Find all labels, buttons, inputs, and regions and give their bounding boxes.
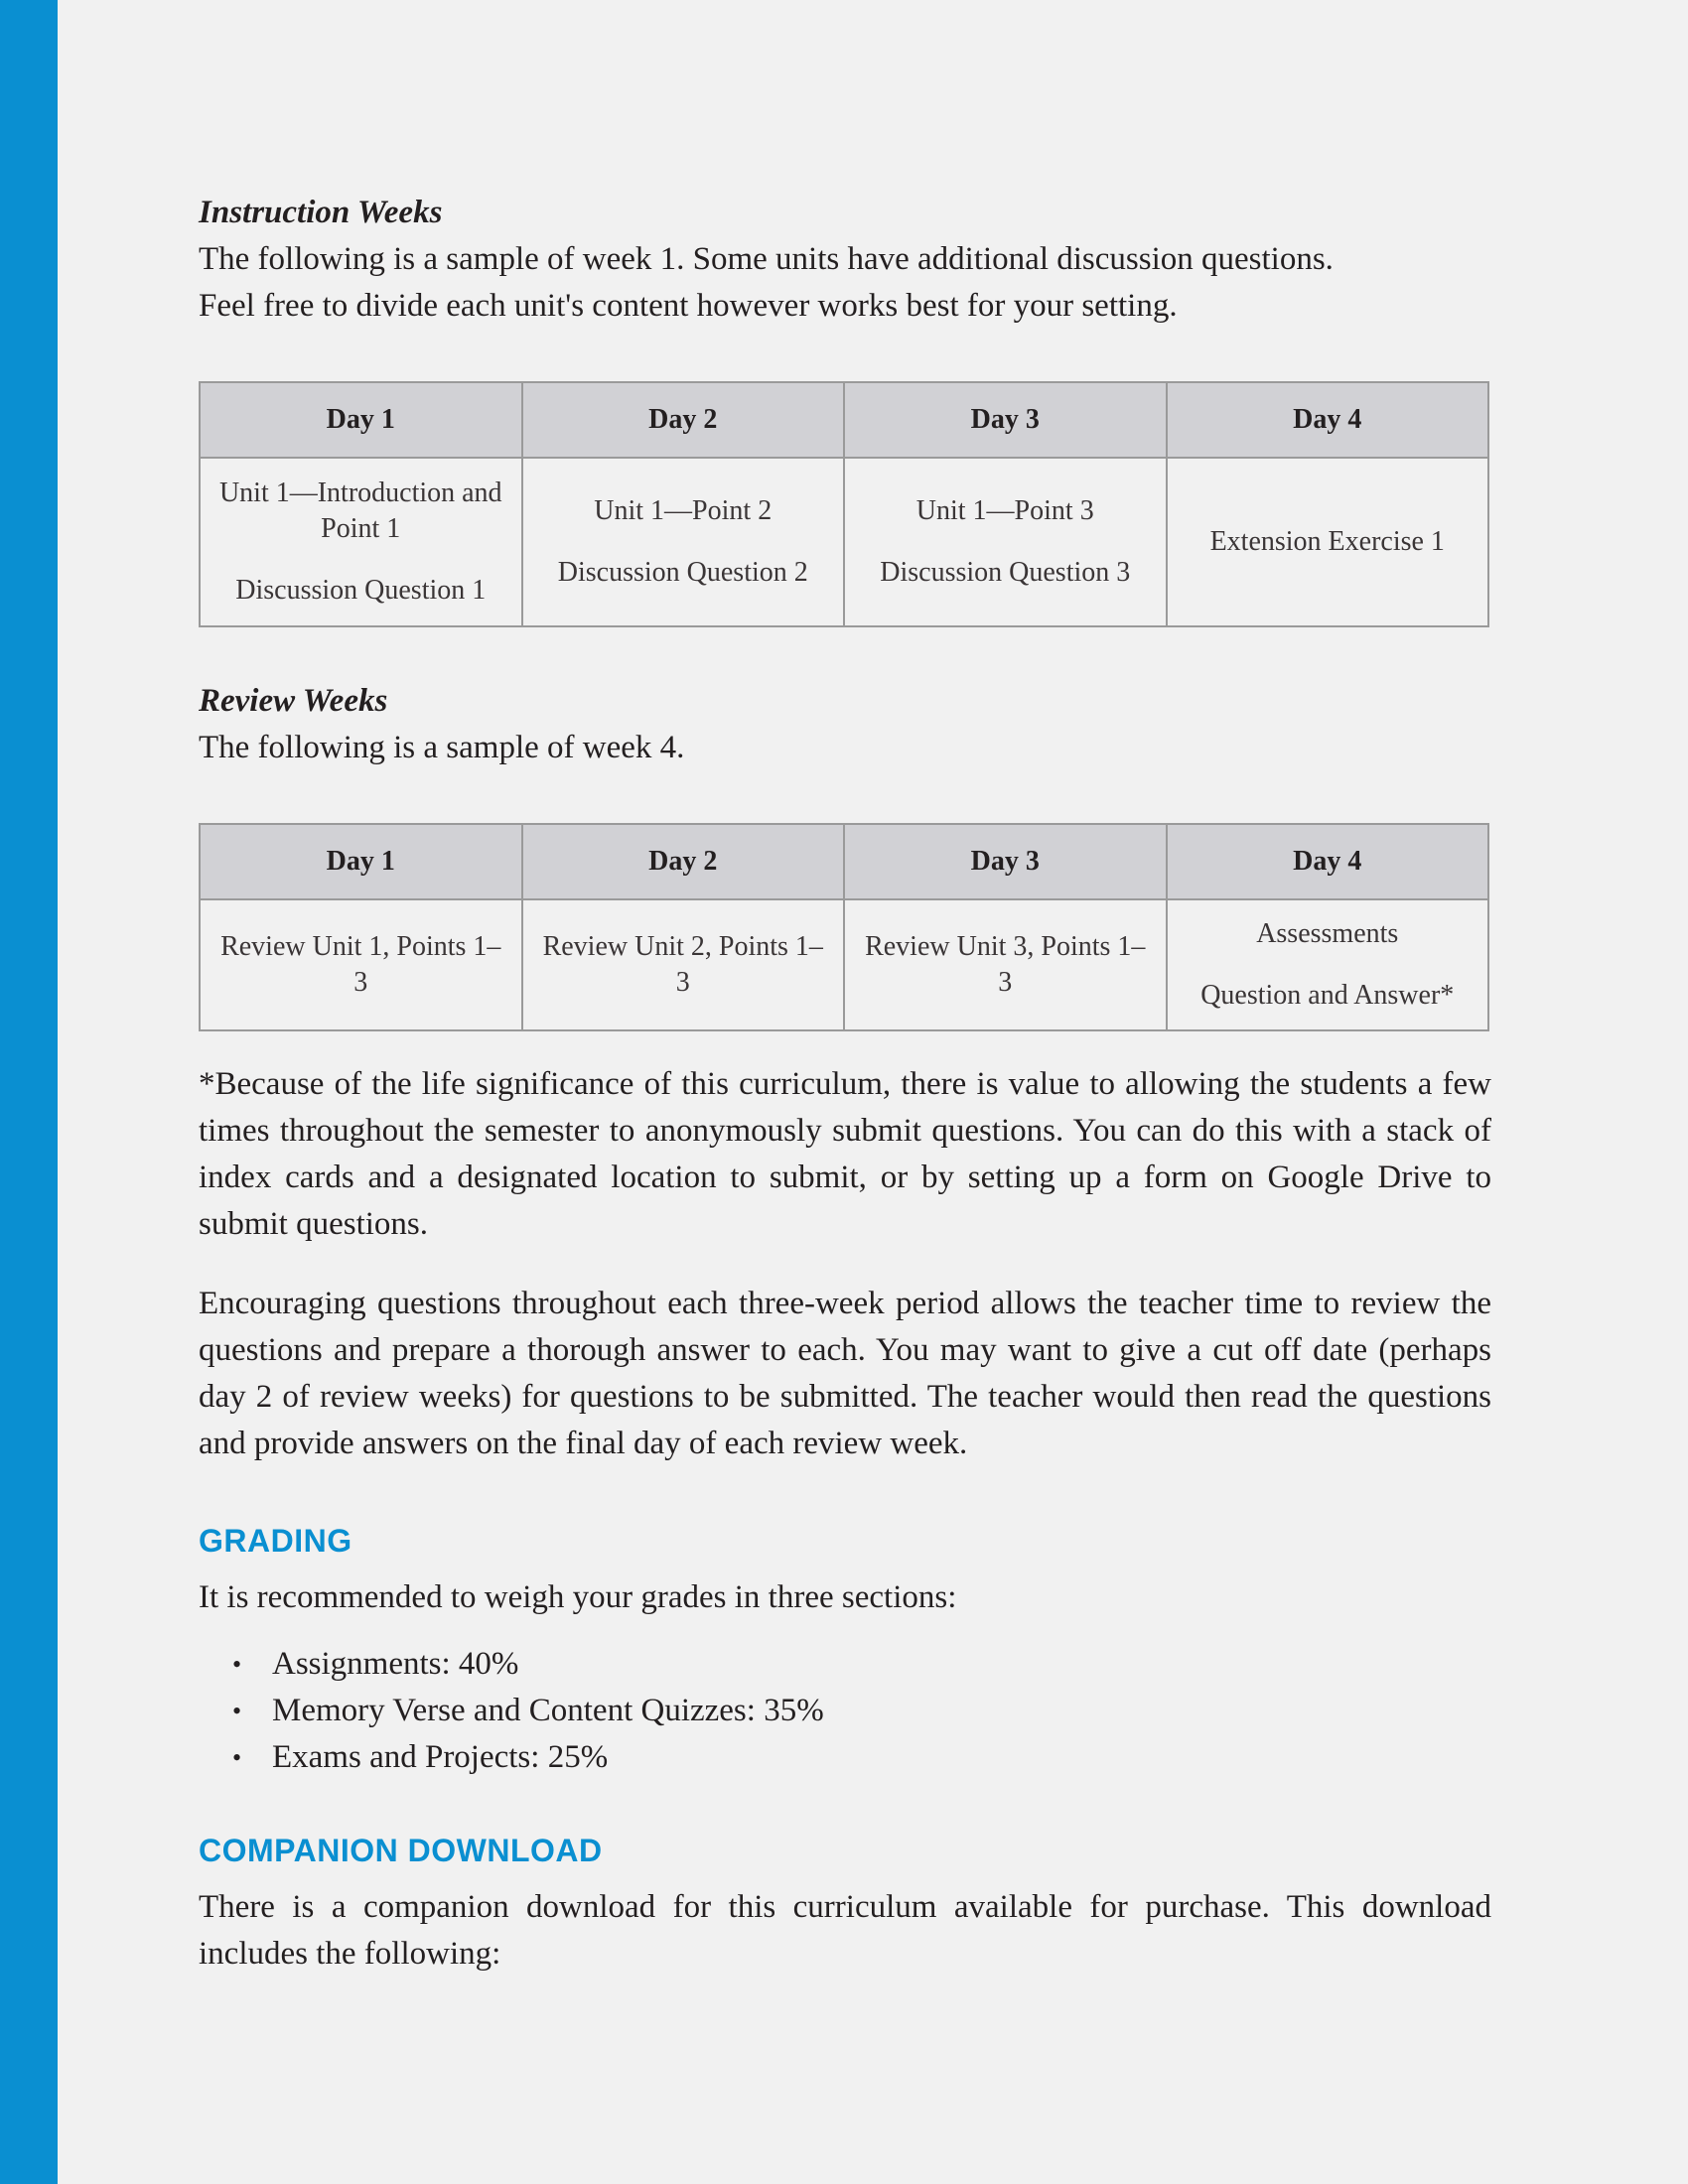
list-item: • Assignments: 40% xyxy=(232,1641,1491,1688)
list-item: • Memory Verse and Content Quizzes: 35% xyxy=(232,1688,1491,1734)
instruction-weeks-title: Instruction Weeks xyxy=(199,195,443,230)
cell-line: Discussion Question 2 xyxy=(557,557,808,588)
grading-list xyxy=(199,1641,1491,1781)
table-row xyxy=(200,899,1488,1030)
header-day-3: Day 3 xyxy=(844,382,1167,458)
header-day-4: Day 4 xyxy=(1167,382,1489,458)
review-paragraph: Encouraging questions throughout each three-week period allows the teacher time to review the questions and prepare a thorough answer to each. You may want to give a cut off date (perhaps day 2 of review weeks) for questions to be submitted. The teacher would then read the questions and provide answers on the final day of each review week. xyxy=(199,1286,1491,1461)
header-day-3: Day 3 xyxy=(844,824,1167,899)
header-day-4: Day 4 xyxy=(1167,824,1489,899)
table-cell xyxy=(200,899,522,1030)
cell-line: Review Unit 2, Points 1–3 xyxy=(542,931,823,998)
review-week-table xyxy=(199,823,1489,1031)
instruction-week-table xyxy=(199,381,1489,627)
grading-heading: GRADING xyxy=(199,1523,352,1559)
header-day-2: Day 2 xyxy=(522,824,845,899)
question-footnote: *Because of the life significance of this curriculum, there is value to allowing the students a few times throughout the semester to anonymously submit questions. You can do this with a stack of index cards and a designated location to submit, or by setting up a form on Google Drive to submit questions. xyxy=(199,1066,1491,1242)
table-cell xyxy=(522,458,845,626)
cell-line: Unit 1—Point 2 xyxy=(594,495,773,526)
review-weeks-title: Review Weeks xyxy=(199,683,388,719)
table-cell xyxy=(1167,899,1489,1030)
instruction-intro-line-2: Feel free to divide each unit's content however works best for your setting. xyxy=(199,288,1178,324)
cell-line: Review Unit 1, Points 1–3 xyxy=(220,931,501,998)
companion-text: There is a companion download for this curriculum available for purchase. This download includes the following: xyxy=(199,1889,1491,1972)
table-row xyxy=(200,458,1488,626)
table-cell xyxy=(522,899,845,1030)
cell-line: Assessments xyxy=(1256,918,1399,949)
header-day-2: Day 2 xyxy=(522,382,845,458)
companion-download-heading: COMPANION DOWNLOAD xyxy=(199,1833,603,1868)
cell-line: Unit 1—Introduction and Point 1 xyxy=(218,478,502,544)
cell-line: Extension Exercise 1 xyxy=(1209,526,1445,557)
table-header-row xyxy=(200,382,1488,458)
cell-line: Unit 1—Point 3 xyxy=(915,495,1094,526)
list-item: • Exams and Projects: 25% xyxy=(232,1734,1491,1781)
table-cell xyxy=(844,458,1167,626)
table-header-row xyxy=(200,824,1488,899)
instruction-intro-line-1: The following is a sample of week 1. Some units have additional discussion questions. xyxy=(199,241,1334,277)
header-day-1: Day 1 xyxy=(200,824,522,899)
table-cell xyxy=(844,899,1167,1030)
page-content xyxy=(199,189,1491,1978)
table-cell xyxy=(1167,458,1489,626)
cell-line: Discussion Question 3 xyxy=(880,557,1131,588)
cell-line: Discussion Question 1 xyxy=(235,575,487,606)
table-cell xyxy=(200,458,522,626)
cell-line: Question and Answer* xyxy=(1200,980,1455,1011)
review-intro: The following is a sample of week 4. xyxy=(199,730,685,765)
side-accent-bar xyxy=(0,0,58,2184)
cell-line: Review Unit 3, Points 1–3 xyxy=(865,931,1146,998)
grading-intro: It is recommended to weigh your grades in three sections: xyxy=(199,1579,957,1615)
header-day-1: Day 1 xyxy=(200,382,522,458)
